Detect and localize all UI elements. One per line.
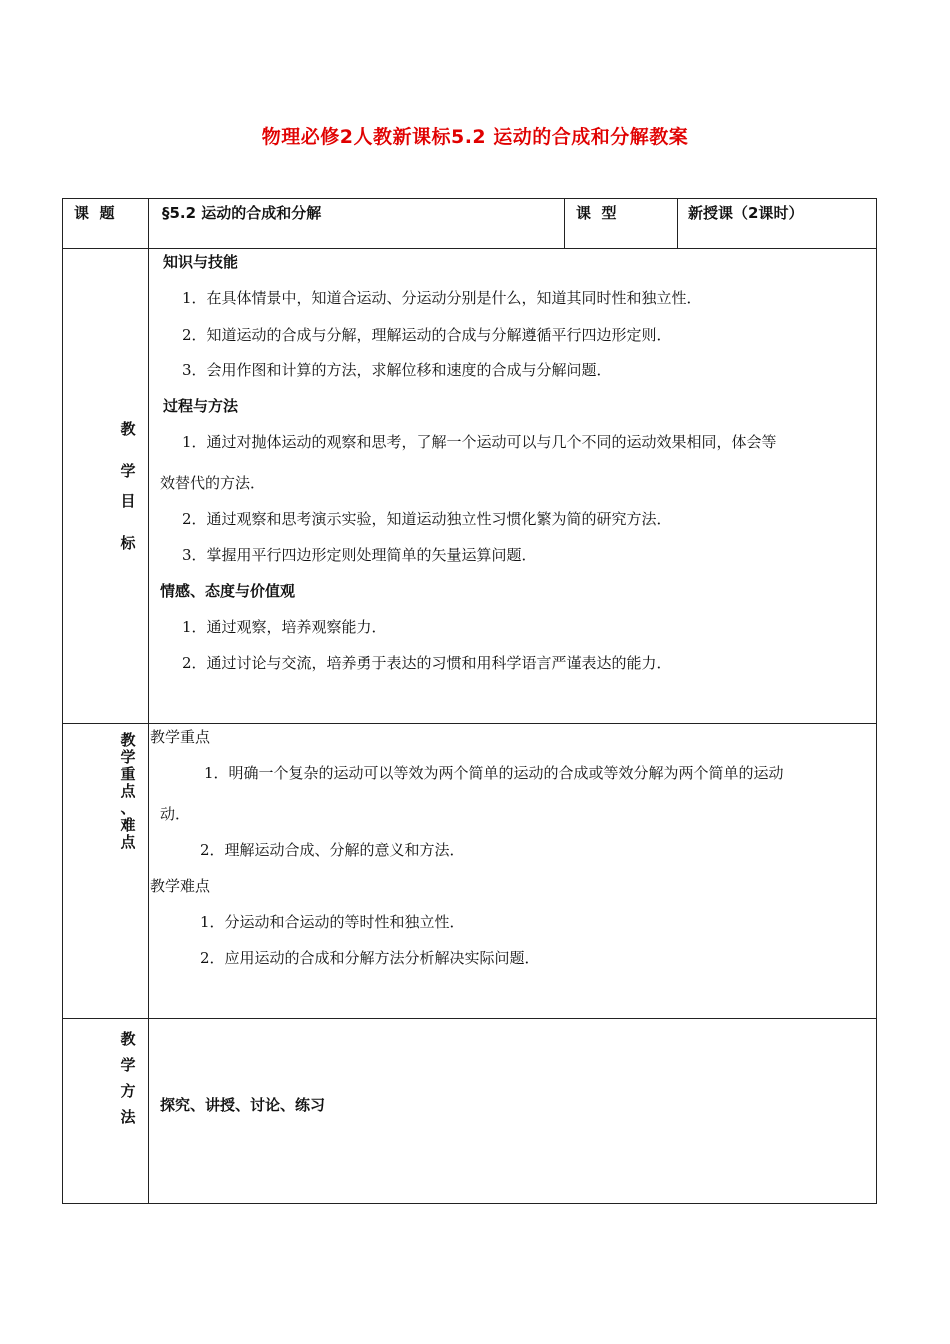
topic-label: 课 题 — [74, 204, 115, 222]
label-char: 教 — [120, 420, 136, 438]
label-char: 难 — [120, 816, 136, 834]
divider — [677, 198, 678, 249]
divider — [148, 1018, 149, 1204]
label-char: 法 — [120, 1108, 136, 1126]
label-char: 教 — [120, 1030, 136, 1048]
methods-label — [118, 1026, 138, 1130]
list-item: 2．应用运动的合成和分解方法分析解决实际问题． — [200, 949, 540, 967]
label-char: 教 — [120, 731, 136, 749]
divider — [148, 198, 149, 249]
type-label: 课 型 — [576, 204, 617, 222]
methods-content: 探究、讲授、讨论、练习 — [160, 1096, 326, 1114]
list-item: 3．掌握用平行四边形定则处理简单的矢量运算问题． — [182, 546, 537, 564]
topic-value: §5.2 运动的合成和分解 — [162, 204, 322, 222]
label-char: 点 — [120, 833, 136, 851]
attitude-heading: 情感、态度与价值观 — [160, 582, 296, 600]
list-item: 1．明确一个复杂的运动可以等效为两个简单的运动的合成或等效分解为两个简单的运动 — [204, 764, 784, 782]
divider — [148, 723, 149, 1019]
process-heading: 过程与方法 — [163, 397, 239, 415]
label-char: 重 — [120, 765, 136, 783]
label-char: 、 — [120, 799, 136, 817]
list-item: 2．知道运动的合成与分解，理解运动的合成与分解遵循平行四边形定则． — [182, 326, 672, 344]
label-char: 目 — [120, 492, 136, 510]
label-char: 学 — [120, 462, 136, 480]
list-item: 2．通过观察和思考演示实验，知道运动独立性习惯化繁为简的研究方法． — [182, 510, 672, 528]
list-item-continuation: 效替代的方法． — [160, 474, 266, 492]
list-item: 1．在具体情景中，知道合运动、分运动分别是什么，知道其同时性和独立性． — [182, 289, 702, 307]
label-char: 学 — [120, 1056, 136, 1074]
list-item-continuation: 动． — [160, 805, 191, 823]
label-char: 方 — [120, 1082, 136, 1100]
list-item: 3．会用作图和计算的方法，求解位移和速度的合成与分解问题． — [182, 361, 612, 379]
key-points-label — [118, 732, 138, 851]
label-char: 学 — [120, 748, 136, 766]
knowledge-heading: 知识与技能 — [163, 253, 239, 271]
divider — [148, 248, 149, 724]
difficult-heading: 教学难点 — [150, 877, 211, 895]
document-title: 物理必修2人教新课标5.2 运动的合成和分解教案 — [261, 126, 689, 148]
label-char: 点 — [120, 782, 136, 800]
objectives-label — [118, 418, 138, 553]
list-item: 2．理解运动合成、分解的意义和方法． — [200, 841, 465, 859]
label-char: 标 — [120, 534, 136, 552]
list-item: 1．分运动和合运动的等时性和独立性． — [200, 913, 465, 931]
list-item: 1．通过对抛体运动的观察和思考，了解一个运动可以与几个不同的运动效果相同，体会等 — [182, 433, 777, 451]
type-value: 新授课（2课时） — [688, 204, 804, 222]
list-item: 1．通过观察，培养观察能力． — [182, 618, 387, 636]
divider — [564, 198, 565, 249]
key-heading: 教学重点 — [150, 728, 211, 746]
list-item: 2．通过讨论与交流，培养勇于表达的习惯和用科学语言严谨表达的能力． — [182, 654, 672, 672]
